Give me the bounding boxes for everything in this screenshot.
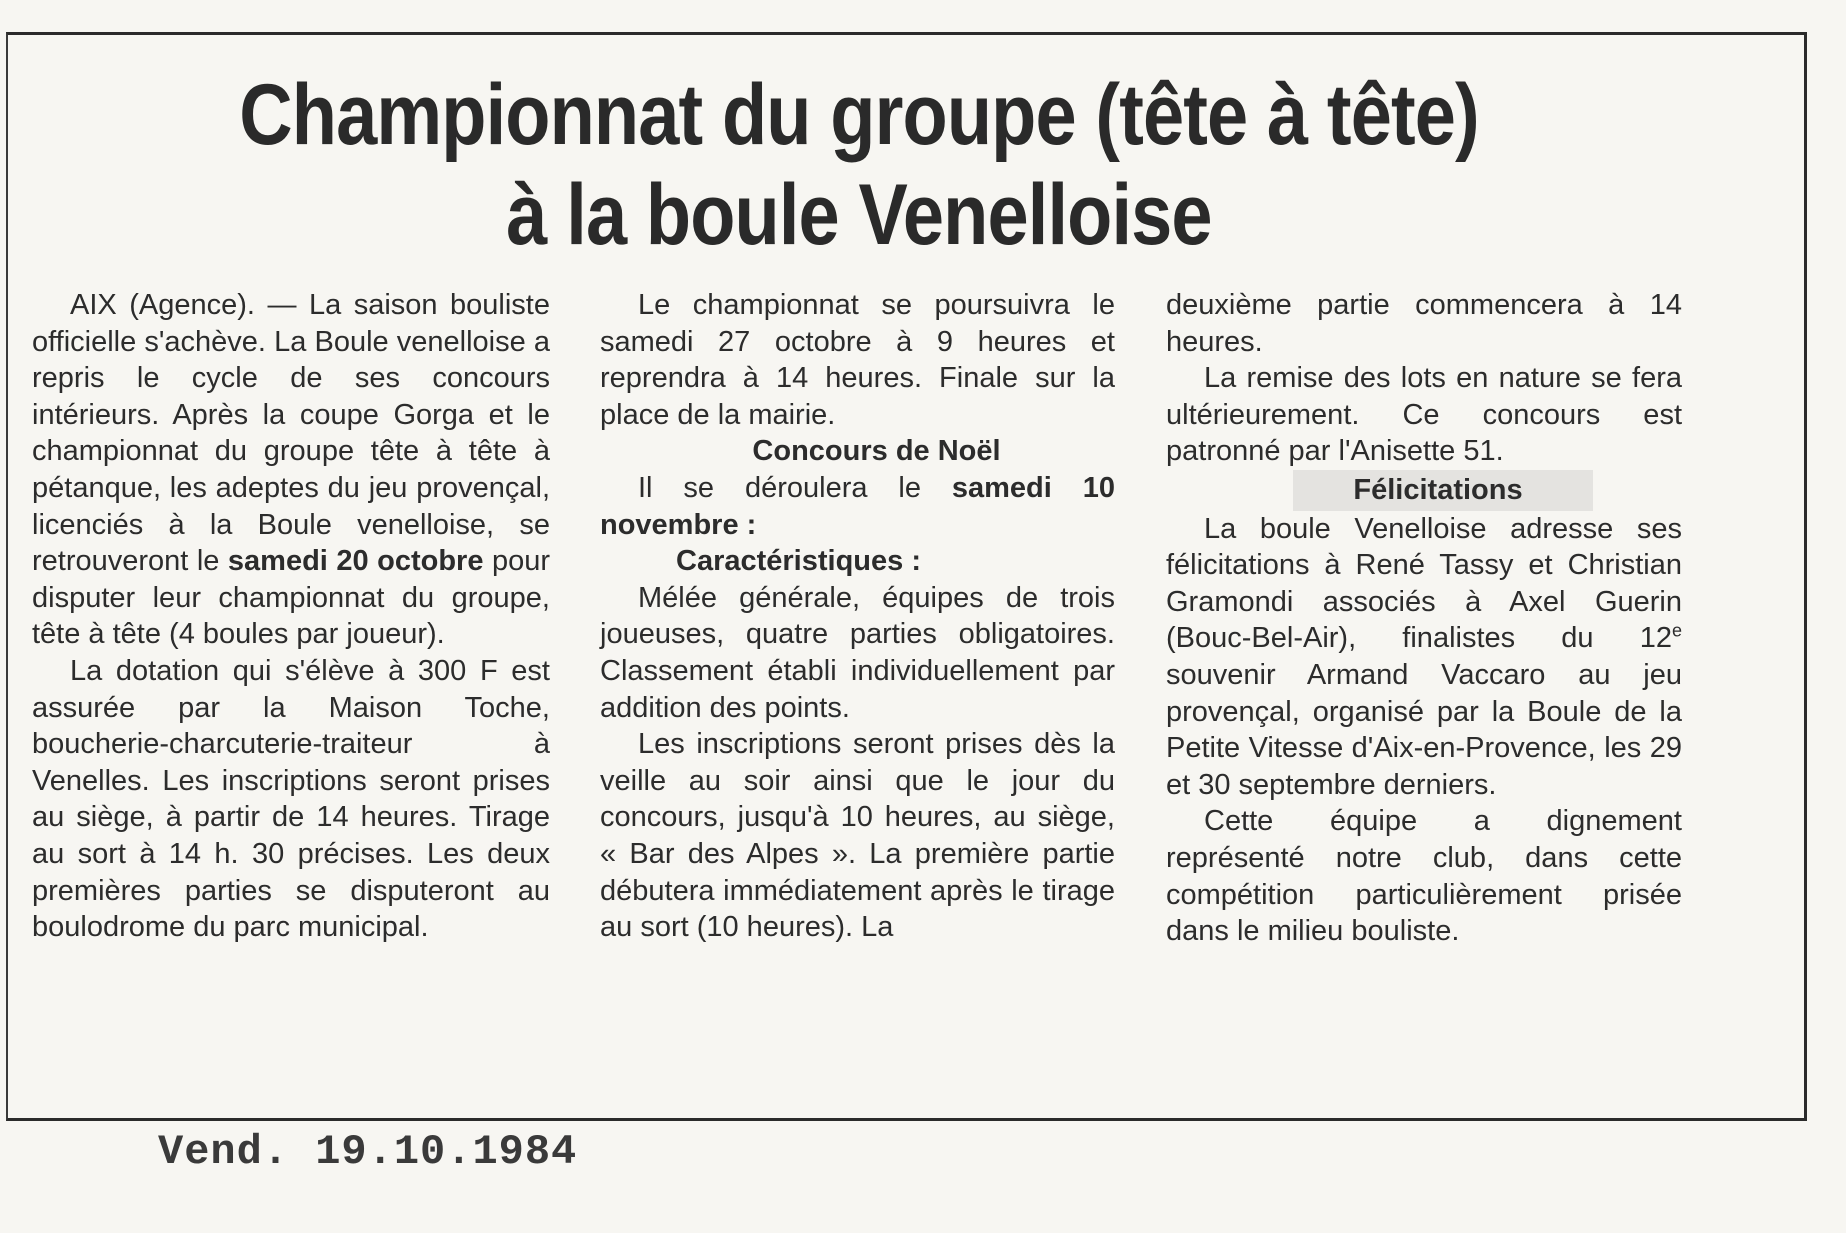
subhead-felicitations: Félicitations xyxy=(1166,470,1682,511)
col1-paragraph-2: La dotation qui s'élève à 300 F est assurée par la Maison Toche, boucherie-charcuterie-traiteur à Venelles. Les inscriptions seront prises au siège, à partir de 14 heures. Tirage au sort à 14 h. 30 précises. Les deux premières parties se disputeront au boulodrome du parc municipal. xyxy=(32,654,550,944)
column-2 xyxy=(600,287,1115,946)
headline-line-2: à la boule Venelloise xyxy=(506,167,1212,263)
col2-paragraph-2: Il se déroulera le samedi 10 novembre : xyxy=(600,471,1115,541)
col1-bold-date: samedi 20 octobre xyxy=(227,545,484,578)
newspaper-clipping xyxy=(6,32,1807,1121)
headline-line-1: Championnat du groupe (tête à tête) xyxy=(239,67,1479,163)
col2-paragraph-1: Le championnat se poursuivra le samedi 27 octobre à 9 heures et reprendra à 14 heures. Finale sur la place de la mairie. xyxy=(600,289,1115,431)
col3-paragraph-3: La boule Venelloise adresse ses félicitations à René Tassy et Christian Gramondi associés à Axel Guerin (Bouc-Bel-Air), finalistes du 12e souvenir Armand Vaccaro au jeu provençal, organisé par la Boule de la Petite Vitesse d'Aix-en-Provence, les 29 et 30 septembre derniers. xyxy=(1166,512,1682,801)
col1-paragraph-1: AIX (Agence). — La saison bouliste officielle s'achève. La Boule venelloise a repris le cycle de ses concours intérieurs. Après la coupe Gorga et le championnat du groupe tête à tête à pétanque, les adeptes du jeu provençal, licenciés à la Boule venelloise, se retrouveront le samedi 20 octobre pour disputer leur championnat du groupe, tête à tête (4 boules par joueur). xyxy=(32,289,550,651)
column-1 xyxy=(32,287,550,946)
col2-paragraph-3: Mélée générale, équipes de trois joueuses, quatre parties obligatoires. Classement établi individuellement par addition des points. xyxy=(600,581,1115,724)
headline xyxy=(127,65,1591,265)
column-3 xyxy=(1166,287,1682,950)
col3-paragraph-2: La remise des lots en nature se fera ultérieurement. Ce concours est patronné par l'Anisette 51. xyxy=(1166,362,1682,468)
subhead-concours-de-noel: Concours de Noël xyxy=(752,435,1001,468)
date-stamp: Vend. 19.10.1984 xyxy=(158,1128,578,1176)
col2-paragraph-4: Les inscriptions seront prises dès la veille au soir ainsi que le jour du concours, jusqu'à 10 heures, au siège, « Bar des Alpes ». La première partie débutera immédiatement après le tirage au sort (10 heures). La xyxy=(600,728,1115,944)
col3-paragraph-4: Cette équipe a dignement représenté notre club, dans cette compétition particulièrement prisée dans le milieu bouliste. xyxy=(1166,805,1682,948)
caracteristiques-label: Caractéristiques : xyxy=(676,545,921,578)
col2-bold-date: samedi 10 novembre : xyxy=(600,471,1115,541)
col3-paragraph-1: deuxième partie commencera à 14 heures. xyxy=(1166,289,1682,358)
